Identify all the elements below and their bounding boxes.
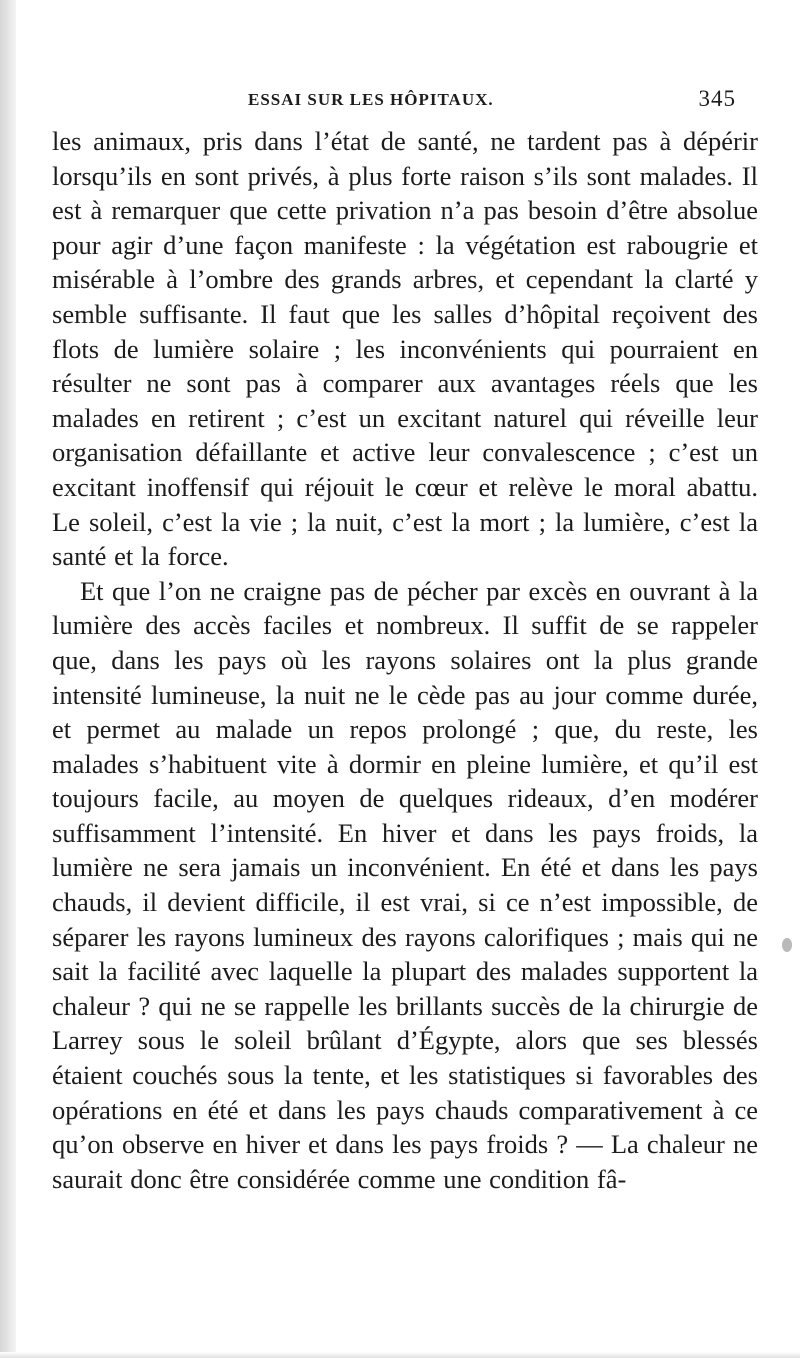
running-head bbox=[52, 84, 758, 124]
page-number: 345 bbox=[698, 86, 736, 111]
book-page bbox=[52, 84, 758, 1196]
scan-bottom-edge bbox=[0, 1352, 800, 1358]
paragraph-continued: les animaux, pris dans l’état de santé, ne tardent pas à dépérir lorsqu’ils en sont privés, à plus forte raison s’ils sont malades. Il est à remarquer que cette privation n’a pas besoin d’être absolue pour agir d’une façon manifeste : la végétation est rabougrie et misérable à l’ombre des grands arbres, et cependant la clarté y semble suffisante. Il faut que les salles d’hôpital reçoivent des flots de lumière solaire ; les inconvénients qui pourraient en résulter ne sont pas à comparer aux avantages réels que les malades en retirent ; c’est un excitant naturel qui réveille leur organisation défaillante et active leur convalescence ; c’est un excitant inoffensif qui réjouit le cœur et relève le moral abattu. Le soleil, c’est la vie ; la nuit, c’est la mort ; la lumière, c’est la santé et la force. bbox=[52, 126, 758, 572]
paragraph: Et que l’on ne craigne pas de pécher par excès en ouvrant à la lumière des accès faciles et nombreux. Il suffit de se rappeler que, dans les pays où les rayons solaires ont la plus grande intensité lumineuse, la nuit ne le cède pas au jour comme durée, et permet au malade un repos prolongé ; que, du reste, les malades s’habituent vite à dormir en pleine lumière, et qu’il est toujours facile, au moyen de quelques rideaux, d’en modérer suffisamment l’intensité. En hiver et dans les pays froids, la lumière ne sera jamais un inconvénient. En été et dans les pays chauds, il devient difficile, il est vrai, si ce n’est impossible, de séparer les rayons lumineux des rayons calorifiques ; mais qui ne sait la facilité avec laquelle la plupart des malades supportent la chaleur ? qui ne se rappelle les brillants succès de la chirurgie de Larrey sous le soleil brûlant d’Égypte, alors que ses blessés étaient couchés sous la tente, et les statistiques si favorables des opérations en été et dans les pays chauds comparativement à ce qu’on observe en hiver et dans les pays froids ? — La chaleur ne saurait donc être considérée comme une condition fâ- bbox=[52, 575, 758, 1194]
ink-speck bbox=[782, 938, 792, 952]
running-title: ESSAI SUR LES HÔPITAUX. bbox=[248, 90, 494, 109]
scan-page-edge bbox=[0, 0, 16, 1358]
